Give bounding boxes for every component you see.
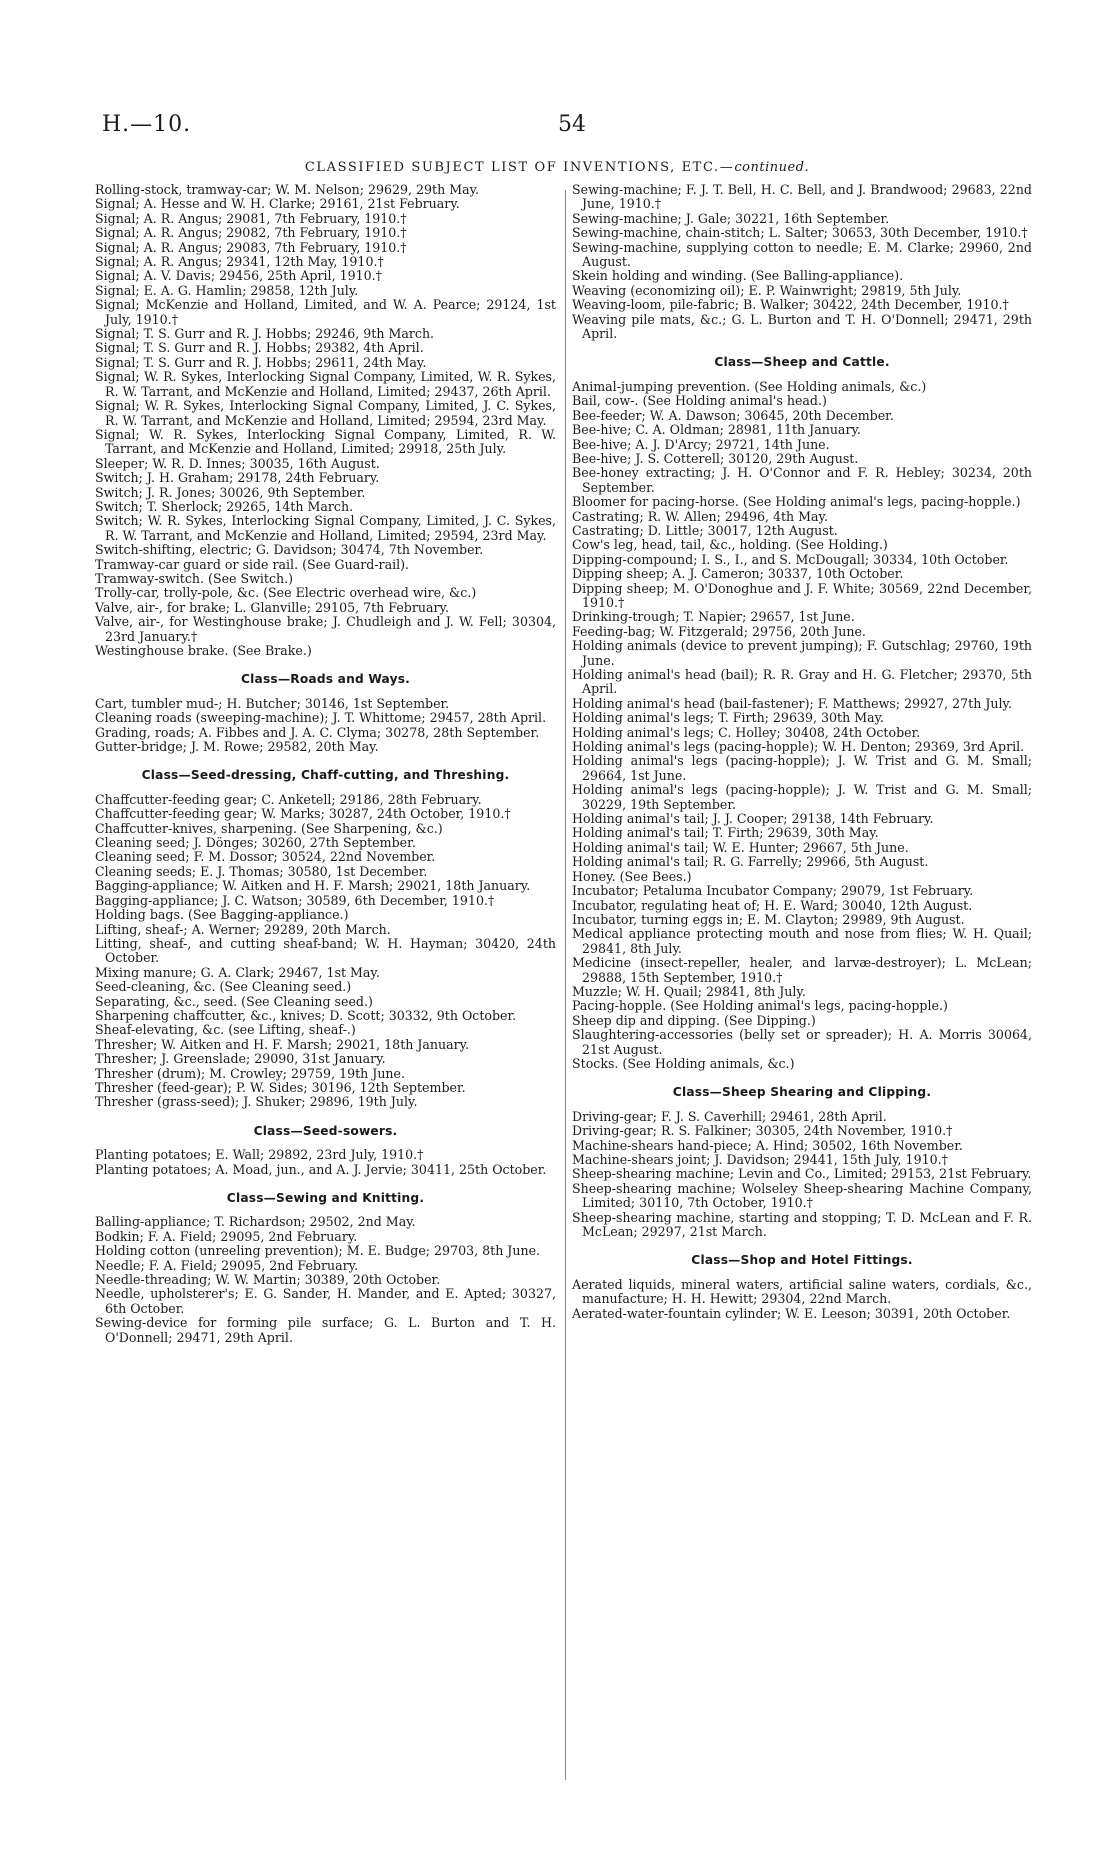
invention-entry: Switch-shifting, electric; G. Davidson; 30474, 7th November. [95,542,484,558]
invention-entry: Chaffcutter-knives, sharpening. (See Sharpening, &c.) [95,820,443,836]
invention-entry: Sheep-shearing machine; Levin and Co., Limited; 29153, 21st February. [572,1166,1032,1182]
class-heading: Class—Shop and Hotel Fittings. [691,1253,913,1268]
invention-entry: Planting potatoes; A. Moad, jun., and A. J. Jervie; 30411, 25th October. [95,1161,547,1177]
invention-entry: Tramway-car guard or side rail. (See Guard-rail). [95,556,410,572]
invention-entry: Lifting, sheaf-; A. Werner; 29289, 20th March. [95,921,391,937]
invention-entry: Cart, tumbler mud-; H. Butcher; 30146, 1st September. [95,695,450,711]
invention-entry: Castrating; R. W. Allen; 29496, 4th May. [572,508,829,524]
invention-entry: Cleaning seeds; E. J. Thomas; 30580, 1st December. [95,863,428,879]
invention-entry: Trolly-car, trolly-pole, &c. (See Electric overhead wire, &c.) [95,585,477,601]
invention-entry: Medicine (insect-repeller, healer, and larvæ-destroyer); L. McLean; 29888, 15th September, 1910.† [572,955,1032,985]
invention-entry: Valve, air-, for Westinghouse brake; J. Chudleigh and J. W. Fell; 30304, 23rd January.† [95,614,556,644]
invention-entry: Holding animal's tail; T. Firth; 29639, 30th May. [572,825,879,841]
invention-entry: Switch; J. R. Jones; 30026, 9th September. [95,484,366,500]
invention-entry: Machine-shears joint; J. Davidson; 29441, 15th July, 1910.† [572,1152,948,1167]
invention-entry: Sewing-machine, supplying cotton to needle; E. M. Clarke; 29960, 2nd August. [572,239,1032,270]
invention-entry: Holding animal's legs (pacing-hopple); J. W. Trist and G. M. Small; 29664, 1st June. [572,753,1032,783]
invention-entry: Holding animal's legs (pacing-hopple); W. H. Denton; 29369, 3rd April. [572,739,1025,755]
invention-entry: Holding animals (device to prevent jumping); F. Gutschlag; 29760, 19th June. [572,638,1032,668]
invention-entry: Rolling-stock, tramway-car; W. M. Nelson; 29629, 29th May. [95,182,480,197]
invention-entry: Bagging-appliance; W. Aitken and H. F. Marsh; 29021, 18th January. [95,878,531,894]
invention-entry: Mixing manure; G. A. Clark; 29467, 1st May. [95,964,380,980]
invention-entry: Holding animal's head (bail); R. R. Gray and H. G. Fletcher; 29370, 5th April. [572,667,1032,697]
invention-entry: Weaving (economizing oil); E. P. Wainwright; 29819, 5th July. [572,282,962,298]
invention-entry: Sheaf-elevating, &c. (see Lifting, sheaf-.) [95,1022,356,1038]
running-title-continued: continued. [734,160,810,175]
invention-entry: Needle, upholsterer's; E. G. Sander, H. Mander, and E. Apted; 30327, 6th October. [95,1286,556,1316]
class-heading: Class—Sheep and Cattle. [714,355,890,370]
invention-entry: Needle-threading; W. W. Martin; 30389, 20th October. [95,1272,441,1288]
invention-entry: Feeding-bag; W. Fitzgerald; 29756, 20th June. [572,623,866,639]
invention-entry: Signal; A. R. Angus; 29082, 7th February, 1910.† [95,225,407,241]
invention-entry: Holding animal's tail; J. J. Cooper; 29138, 14th February. [572,811,934,827]
invention-entry: Thresher; J. Greenslade; 29090, 31st January. [95,1051,386,1067]
invention-entry: Muzzle; W. H. Quail; 29841, 8th July. [572,983,806,999]
invention-entry: Holding animal's legs (pacing-hopple); J. W. Trist and G. M. Small; 30229, 19th September. [572,782,1032,812]
invention-entry: Signal; A. R. Angus; 29083, 7th February, 1910.† [95,239,407,255]
invention-entry: Incubator; Petaluma Incubator Company; 29079, 1st February. [572,883,974,899]
invention-entry: Signal; T. S. Gurr and R. J. Hobbs; 29382, 4th April. [95,340,424,356]
invention-entry: Signal; T. S. Gurr and R. J. Hobbs; 29611, 24th May. [95,354,427,370]
invention-entry: Aerated-water-fountain cylinder; W. E. Leeson; 30391, 20th October. [572,1305,1011,1321]
invention-entry: Bee-hive; J. S. Cotterell; 30120, 29th August. [572,450,859,466]
invention-entry: Honey. (See Bees.) [572,868,692,884]
invention-entry: Thresher (grass-seed); J. Shuker; 29896, 19th July. [95,1094,418,1110]
invention-entry: Signal; W. R. Sykes, Interlocking Signal Company, Limited, R. W. Tarrant, and McKenzie and Holland, Limited; 29918, 25th July. [95,426,556,457]
invention-entry: Signal; A. V. Davis; 29456, 25th April, 1910.† [95,268,382,284]
invention-entry: Drinking-trough; T. Napier; 29657, 1st June. [572,609,855,625]
invention-entry: Sewing-machine, chain-stitch; L. Salter; 30653, 30th December, 1910.† [572,225,1028,241]
invention-entry: Machine-shears hand-piece; A. Hind; 30502, 16th November. [572,1137,963,1153]
invention-entry: Driving-gear; F. J. S. Caverhill; 29461, 28th April. [572,1108,887,1124]
invention-entry: Animal-jumping prevention. (See Holding animals, &c.) [572,378,927,394]
invention-entry: Sleeper; W. R. D. Innes; 30035, 16th August. [95,455,380,471]
invention-entry: Switch; W. R. Sykes, Interlocking Signal Company, Limited, J. C. Sykes, R. W. Tarrant, and McKenzie and Holland, Limited; 29594, 23rd May. [95,513,556,543]
invention-entry: Signal; W. R. Sykes, Interlocking Signal Company, Limited, J. C. Sykes, R. W. Tarrant, and McKenzie and Holland, Limited; 29594, 23rd May. [95,398,556,428]
invention-entry: Cleaning seed; J. Dönges; 30260, 27th September. [95,835,416,851]
invention-entry: Slaughtering-accessories (belly set or spreader); H. A. Morris 30064, 21st August. [572,1027,1032,1057]
column-divider [565,190,566,1780]
invention-entry: Chaffcutter-feeding gear; C. Anketell; 29186, 28th February. [95,791,482,807]
invention-entry: Sheep dip and dipping. (See Dipping.) [572,1012,816,1028]
invention-entry: Thresher; W. Aitken and H. F. Marsh; 29021, 18th January. [95,1036,470,1052]
invention-entry: Dipping-compound; I. S., I., and S. McDougall; 30334, 10th October. [572,551,1009,567]
invention-entry: Needle; F. A. Field; 29095, 2nd February. [95,1257,359,1273]
invention-entry: Driving-gear; R. S. Falkiner; 30305, 24th November, 1910.† [572,1123,953,1139]
invention-entry: Valve, air-, for brake; L. Glanville; 29105, 7th February. [95,599,449,615]
class-heading: Class—Sheep Shearing and Clipping. [672,1085,932,1100]
invention-entry: Sewing-device for forming pile surface; G. L. Burton and T. H. O'Donnell; 29471, 29th April. [95,1315,556,1345]
invention-entry: Holding animal's legs; C. Holley; 30408, 24th October. [572,724,921,740]
invention-entry: Dipping sheep; A. J. Cameron; 30337, 10th October. [572,566,904,582]
invention-entry: Sharpening chaffcutter, &c., knives; D. Scott; 30332, 9th October. [95,1007,517,1023]
invention-entry: Bagging-appliance; J. C. Watson; 30589, 6th December, 1910.† [95,892,495,908]
class-heading: Class—Seed-dressing, Chaff-cutting, and Threshing. [141,768,510,783]
invention-entry: Dipping sheep; M. O'Donoghue and J. F. White; 30569, 22nd December, 1910.† [572,580,1032,610]
invention-entry: Pacing-hopple. (See Holding animal's legs, pacing-hopple.) [572,998,948,1014]
invention-entry: Holding bags. (See Bagging-appliance.) [95,907,349,923]
invention-entry: Signal; E. A. G. Hamlin; 29858, 12th July. [95,282,359,298]
class-heading: Class—Seed-sowers. [253,1123,398,1138]
invention-entry: Gutter-bridge; J. M. Rowe; 29582, 20th May. [95,739,379,755]
invention-entry: Sewing-machine; J. Gale; 30221, 16th September. [572,210,890,226]
invention-entry: Aerated liquids, mineral waters, artificial saline waters, cordials, &c., manufacture; H. H. Hewitt; 29304, 22nd March. [572,1276,1032,1307]
invention-entry: Thresher (feed-gear); P. W. Sides; 30196, 12th September. [95,1079,466,1095]
running-title-text: CLASSIFIED SUBJECT LIST OF INVENTIONS, ETC.— [304,160,735,175]
invention-entry: Holding animal's tail; R. G. Farrelly; 29966, 5th August. [572,854,929,870]
invention-entry: Medical appliance protecting mouth and nose from flies; W. H. Quail; 29841, 8th July. [572,926,1032,956]
invention-entry: Holding animal's head (bail-fastener); F. Matthews; 29927, 27th July. [572,695,1012,711]
left-column [95,183,556,1345]
running-title [0,160,1114,175]
invention-entry: Switch; J. H. Graham; 29178, 24th February. [95,470,380,486]
invention-entry: Incubator, regulating heat of; H. E. Ward; 30040, 12th August. [572,897,973,913]
invention-entry: Tramway-switch. (See Switch.) [95,570,294,586]
right-column [572,183,1032,1321]
class-heading: Class—Roads and Ways. [241,672,410,687]
invention-entry: Litting, sheaf-, and cutting sheaf-band; W. H. Hayman; 30420, 24th October. [95,935,556,966]
class-heading: Class—Sewing and Knitting. [226,1191,425,1205]
invention-entry: Stocks. (See Holding animals, &c.) [572,1055,795,1071]
invention-entry: Switch; T. Sherlock; 29265, 14th March. [95,498,354,514]
invention-entry: Bee-honey extracting; J. H. O'Connor and F. R. Hebley; 30234, 20th September. [572,465,1032,495]
page-number: 54 [558,112,586,137]
invention-entry: Grading, roads; A. Fibbes and J. A. C. Clyma; 30278, 28th September. [95,724,540,740]
invention-entry: Weaving-loom, pile-fabric; B. Walker; 30422, 24th December, 1910.† [572,297,1009,313]
invention-entry: Bodkin; F. A. Field; 29095, 2nd February. [95,1228,358,1244]
invention-entry: Bee-hive; C. A. Oldman; 28981, 11th January. [572,422,861,438]
invention-entry: Balling-appliance; T. Richardson; 29502, 2nd May. [95,1214,416,1230]
invention-entry: Holding animal's legs; T. Firth; 29639, 30th May. [572,710,885,726]
invention-entry: Sewing-machine; F. J. T. Bell, H. C. Bell, and J. Brandwood; 29683, 22nd June, 1910.† [572,182,1032,212]
invention-entry: Cleaning roads (sweeping-machine); J. T. Whittome; 29457, 28th April. [95,710,547,726]
invention-entry: Signal; McKenzie and Holland, Limited, and W. A. Pearce; 29124, 1st July, 1910.† [95,297,556,327]
invention-entry: Castrating; D. Little; 30017, 12th August. [572,522,838,538]
invention-entry: Cow's leg, head, tail, &c., holding. (See Holding.) [572,537,888,553]
invention-entry: Sheep-shearing machine; Wolseley Sheep-shearing Machine Company, Limited; 30110, 7th October, 1910.† [572,1180,1032,1211]
invention-entry: Holding animal's tail; W. E. Hunter; 29667, 5th June. [572,839,909,855]
invention-entry: Weaving pile mats, &c.; G. L. Burton and T. H. O'Donnell; 29471, 29th April. [572,311,1032,342]
invention-entry: Signal; A. R. Angus; 29341, 12th May, 1910.† [95,254,384,270]
invention-entry: Bail, cow-. (See Holding animal's head.) [572,393,827,409]
invention-entry: Skein holding and winding. (See Balling-appliance). [572,268,904,284]
invention-entry: Bee-feeder; W. A. Dawson; 30645, 20th December. [572,407,894,423]
invention-entry: Chaffcutter-feeding gear; W. Marks; 30287, 24th October, 1910.† [95,806,511,822]
invention-entry: Planting potatoes; E. Wall; 29892, 23rd July, 1910.† [95,1147,424,1163]
invention-entry: Signal; A. Hesse and W. H. Clarke; 29161, 21st February. [95,196,460,212]
invention-entry: Seed-cleaning, &c. (See Cleaning seed.) [95,979,352,995]
invention-entry: Incubator, turning eggs in; E. M. Clayton; 29989, 9th August. [572,911,965,927]
invention-entry: Sheep-shearing machine, starting and stopping; T. D. McLean and F. R. McLean; 29297, 21st March. [572,1209,1032,1240]
invention-entry: Holding cotton (unreeling prevention); M. E. Budge; 29703, 8th June. [95,1243,541,1259]
invention-entry: Signal; T. S. Gurr and R. J. Hobbs; 29246, 9th March. [95,326,435,342]
invention-entry: Separating, &c., seed. (See Cleaning seed.) [95,993,373,1009]
invention-entry: Bloomer for pacing-horse. (See Holding animal's legs, pacing-hopple.) [572,494,1021,510]
invention-entry: Westinghouse brake. (See Brake.) [95,643,312,658]
invention-entry: Cleaning seed; F. M. Dossor; 30524, 22nd November. [95,849,436,865]
invention-entry: Bee-hive; A. J. D'Arcy; 29721, 14th June. [572,436,830,452]
invention-entry: Thresher (drum); M. Crowley; 29759, 19th June. [95,1065,405,1081]
invention-entry: Signal; W. R. Sykes, Interlocking Signal Company, Limited, W. R. Sykes, R. W. Tarrant, and McKenzie and Holland, Limited; 29437, 26th April. [95,369,556,399]
invention-entry: Signal; A. R. Angus; 29081, 7th February, 1910.† [95,210,407,226]
document-code: H.—10. [102,112,192,137]
